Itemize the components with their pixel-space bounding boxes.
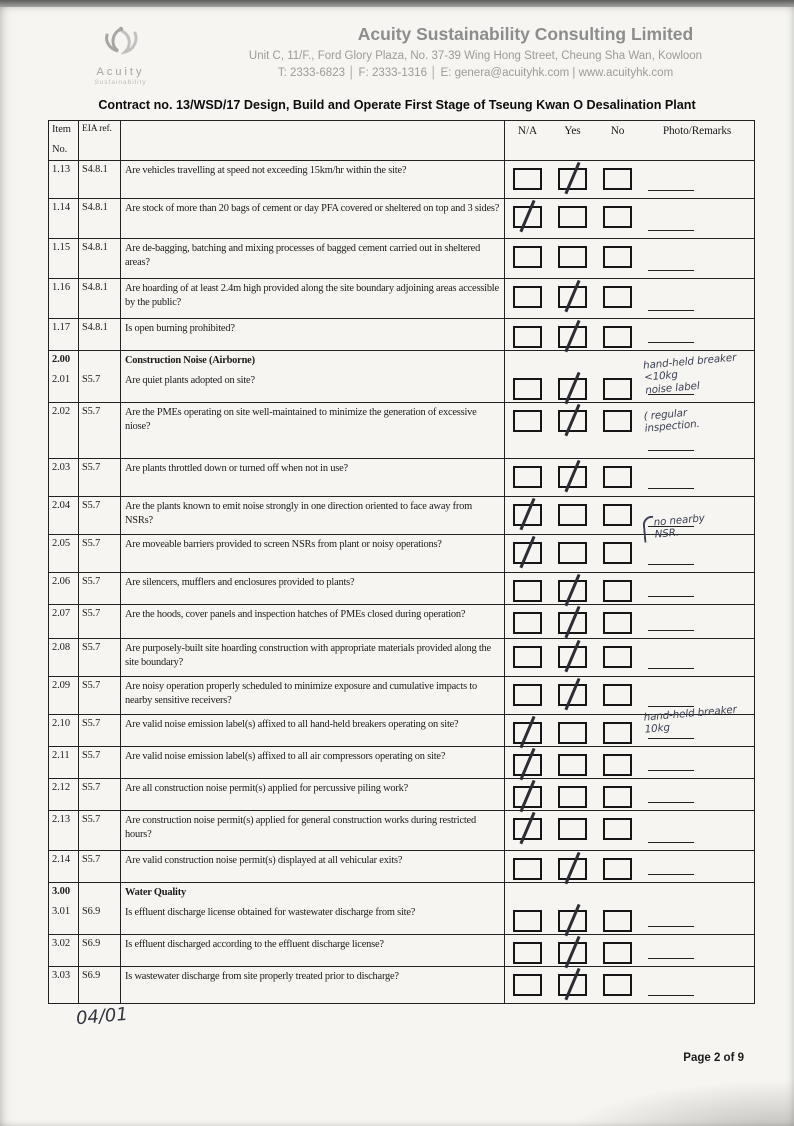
checkbox-cell-no (595, 239, 640, 278)
checkbox-cell-na (505, 497, 550, 534)
checkbox-na (513, 942, 542, 964)
remarks-blank-line (648, 738, 694, 739)
eia-ref: S6.9 (79, 967, 121, 1003)
checkbox-no (603, 246, 632, 268)
checkbox-cell-yes (550, 279, 595, 318)
checkbox-cell-no (595, 639, 640, 676)
handwritten-remark: no nearby NSR. (653, 505, 785, 541)
checklist-row-1.14 (49, 199, 754, 239)
checkbox-cell-na (505, 851, 550, 882)
question-text: Are construction noise permit(s) applied for general construction works during restricted hours? (121, 811, 505, 850)
checkbox-cell-yes (550, 319, 595, 350)
checkbox-no (603, 206, 632, 228)
checkbox-na-checked (513, 818, 542, 840)
checkbox-no (603, 378, 632, 400)
checkbox-no (603, 786, 632, 808)
remarks-blank-line (648, 926, 694, 927)
checklist-row-2.07 (49, 605, 754, 639)
checkbox-yes (558, 722, 587, 744)
eia-ref: S5.7 (79, 535, 121, 572)
checkbox-cell-yes (550, 199, 595, 238)
handwritten-remark: hand-held breaker <10kg noise label (642, 351, 737, 397)
checkbox-cell-no (595, 811, 640, 850)
item-no: 3.03 (49, 967, 79, 1003)
question-text: Are quiet plants adopted on site? (121, 371, 505, 402)
checkbox-no (603, 612, 632, 634)
remarks-blank-line (648, 874, 694, 875)
checklist-row-1.15 (49, 239, 754, 279)
checkbox-yes-checked (558, 612, 587, 634)
checkbox-no (603, 286, 632, 308)
company-name: Acuity Sustainability Consulting Limited (357, 24, 694, 44)
remarks-cell (640, 279, 754, 318)
col-header-na: N/A (517, 125, 538, 137)
eia-ref: S5.7 (79, 851, 121, 882)
checkbox-yes (558, 754, 587, 776)
checklist-row-2.04 (49, 497, 754, 541)
checkbox-cell-yes (550, 371, 595, 402)
checklist-row-1.16 (49, 279, 754, 319)
question-text: Are valid noise emission label(s) affixed to all hand-held breakers operating on site? (121, 715, 505, 746)
remarks-cell (640, 779, 754, 810)
remarks-blank-line (648, 450, 694, 451)
item-no: 2.08 (49, 639, 79, 676)
checkbox-cell-na (505, 161, 550, 198)
item-no: 3.02 (49, 935, 79, 966)
item-no: 2.06 (49, 573, 79, 604)
checklist-table (48, 120, 755, 1004)
remarks-blank-line (648, 564, 694, 565)
checklist-row-2.08 (49, 639, 754, 677)
table-body (49, 161, 754, 1003)
document-title: Contract no. 13/WSD/17 Design, Build and Operate First Stage of Tseung Kwan O Desalination Plant (98, 98, 696, 112)
checklist-row-2.12 (49, 779, 754, 811)
checkbox-cell-yes (550, 935, 595, 966)
checkbox-yes-checked (558, 466, 587, 488)
handwritten-remark: hand-held breaker 10kg (643, 703, 738, 736)
checkbox-no (603, 818, 632, 840)
item-no: 3.01 (49, 903, 79, 934)
remarks-blank-line (648, 668, 694, 669)
checkbox-no (603, 910, 632, 932)
remarks-cell (640, 935, 754, 966)
eia-ref: S4.8.1 (79, 239, 121, 278)
item-no: 2.01 (49, 371, 79, 402)
checkbox-cell-na (505, 903, 550, 934)
col-header-item-line2: No. (52, 144, 68, 156)
eia-ref: S5.7 (79, 459, 121, 496)
eia-ref: S6.9 (79, 903, 121, 934)
checkbox-cell-yes (550, 715, 595, 746)
checkbox-cell-na (505, 573, 550, 604)
remarks-blank-line (648, 596, 694, 597)
checkbox-cell-no (595, 851, 640, 882)
checkbox-cell-na (505, 319, 550, 350)
checkbox-na-checked (513, 206, 542, 228)
checkbox-cell-no (595, 279, 640, 318)
checkbox-cell-no (595, 715, 640, 746)
checkbox-na (513, 646, 542, 668)
checkbox-yes-checked (558, 168, 587, 190)
question-text: Are the plants known to emit noise strongly in one direction oriented to face away from NSRs? (121, 497, 505, 534)
remarks-cell (640, 811, 754, 850)
checkbox-cell-na (505, 371, 550, 402)
checkbox-cell-yes (550, 903, 595, 934)
remarks-cell (640, 639, 754, 676)
checkbox-yes-checked (558, 326, 587, 348)
checkbox-yes (558, 504, 587, 526)
checkbox-cell-yes (550, 779, 595, 810)
checkbox-na-checked (513, 504, 542, 526)
item-no: 1.14 (49, 199, 79, 238)
item-no: 2.05 (49, 535, 79, 572)
eia-ref: S5.7 (79, 677, 121, 714)
checkbox-cell-na (505, 279, 550, 318)
remarks-cell (640, 573, 754, 604)
checklist-row-3.03 (49, 967, 754, 1003)
eia-ref: S4.8.1 (79, 319, 121, 350)
section-row-3.00 (49, 883, 754, 903)
checkbox-yes-checked (558, 410, 587, 432)
checkbox-cell-no (595, 371, 640, 402)
checkbox-no (603, 646, 632, 668)
checkbox-na (513, 286, 542, 308)
checkbox-no (603, 754, 632, 776)
remarks-cell (640, 403, 754, 458)
checkbox-cell-no (595, 967, 640, 1003)
remarks-cell (640, 747, 754, 778)
checkbox-cell-na (505, 715, 550, 746)
checkbox-cell-yes (550, 967, 595, 1003)
remarks-cell (640, 199, 754, 238)
remarks-cell (640, 605, 754, 638)
checkbox-no (603, 326, 632, 348)
question-text: Are noisy operation properly scheduled to minimize exposure and cumulative impacts to nearby sensitive receivers? (121, 677, 505, 714)
eia-ref: S5.7 (79, 811, 121, 850)
checkbox-yes-checked (558, 580, 587, 602)
col-header-item-line1: Item (52, 124, 71, 135)
eia-ref: S4.8.1 (79, 199, 121, 238)
checkbox-yes (558, 818, 587, 840)
checkbox-na (513, 246, 542, 268)
remarks-blank-line (648, 342, 694, 343)
eia-ref: S5.7 (79, 715, 121, 746)
checkbox-yes-checked (558, 974, 587, 996)
checklist-row-2.02 (49, 403, 754, 459)
scan-top-edge (0, 0, 794, 7)
item-no: 2.14 (49, 851, 79, 882)
checkbox-yes-checked (558, 286, 587, 308)
checklist-row-3.01 (49, 903, 754, 935)
checkbox-no (603, 542, 632, 564)
checkbox-na (513, 910, 542, 932)
checkbox-cell-na (505, 779, 550, 810)
remarks-blank-line (648, 310, 694, 311)
remarks-blank-line (648, 842, 694, 843)
checklist-row-2.11 (49, 747, 754, 779)
section-title: Water Quality (121, 883, 505, 903)
eia-ref: S4.8.1 (79, 161, 121, 198)
col-header-yes: Yes (564, 125, 581, 137)
question-text: Are purposely-built site hoarding construction with appropriate materials provided along the site boundary? (121, 639, 505, 676)
section-filler (505, 883, 754, 903)
checkbox-no (603, 504, 632, 526)
checkbox-yes (558, 206, 587, 228)
item-no: 1.16 (49, 279, 79, 318)
checkbox-cell-yes (550, 535, 595, 572)
checkbox-no (603, 684, 632, 706)
checkbox-na (513, 168, 542, 190)
checkbox-no (603, 942, 632, 964)
item-no: 2.07 (49, 605, 79, 638)
checkbox-na (513, 378, 542, 400)
question-text: Are moveable barriers provided to screen NSRs from plant or noisy operations? (121, 535, 505, 572)
question-text: Is open burning prohibited? (121, 319, 505, 350)
page-number: Page 2 of 9 (683, 1052, 744, 1064)
remarks-cell (640, 239, 754, 278)
question-text: Are the PMEs operating on site well-maintained to minimize the generation of excessive niose? (121, 403, 505, 458)
remarks-cell (640, 903, 754, 934)
checkbox-na-checked (513, 722, 542, 744)
remarks-blank-line (648, 230, 694, 231)
item-no: 2.04 (49, 497, 79, 534)
item-no: 2.12 (49, 779, 79, 810)
logo-wordmark: Acuity (96, 66, 145, 78)
item-no: 1.13 (49, 161, 79, 198)
checklist-row-3.02 (49, 935, 754, 967)
checkbox-cell-yes (550, 605, 595, 638)
scan-page-curl (474, 1068, 794, 1126)
checkbox-cell-yes (550, 851, 595, 882)
checkbox-cell-yes (550, 573, 595, 604)
checkbox-na (513, 684, 542, 706)
checkbox-no (603, 722, 632, 744)
eia-ref: S5.7 (79, 573, 121, 604)
checkbox-na (513, 466, 542, 488)
checklist-row-2.09 (49, 677, 754, 715)
checkbox-cell-no (595, 903, 640, 934)
remarks-cell (640, 319, 754, 350)
question-text: Are de-bagging, batching and mixing processes of bagged cement carried out in sheltered areas? (121, 239, 505, 278)
checkbox-cell-na (505, 967, 550, 1003)
checkbox-cell-yes (550, 639, 595, 676)
logo-sub-wordmark: Sustainability (94, 79, 147, 86)
checkbox-yes-checked (558, 684, 587, 706)
question-text: Is effluent discharge license obtained for wastewater discharge from site? (121, 903, 505, 934)
checkbox-no (603, 580, 632, 602)
checkbox-cell-no (595, 935, 640, 966)
checkbox-na (513, 858, 542, 880)
checkbox-cell-no (595, 535, 640, 572)
checkbox-cell-yes (550, 811, 595, 850)
checkbox-cell-yes (550, 677, 595, 714)
question-text: Are valid construction noise permit(s) displayed at all vehicular exits? (121, 851, 505, 882)
question-text: Is wastewater discharge from site properly treated prior to discharge? (121, 967, 505, 1003)
question-text: Are vehicles travelling at speed not exceeding 15km/hr within the site? (121, 161, 505, 198)
eia-ref: S5.7 (79, 747, 121, 778)
remarks-cell (640, 459, 754, 496)
checkbox-cell-yes (550, 497, 595, 534)
eia-ref (79, 883, 121, 903)
checklist-row-1.13 (49, 161, 754, 199)
item-no: 2.13 (49, 811, 79, 850)
remarks-cell (640, 161, 754, 198)
checkbox-cell-na (505, 199, 550, 238)
handwritten-date: 04/01 (75, 1003, 129, 1030)
letterhead (48, 20, 758, 86)
checkbox-cell-no (595, 779, 640, 810)
checkbox-yes-checked (558, 378, 587, 400)
col-header-question (121, 121, 505, 160)
checkbox-yes-checked (558, 942, 587, 964)
remarks-cell (640, 967, 754, 1003)
item-no: 2.00 (49, 351, 79, 371)
checkbox-yes-checked (558, 910, 587, 932)
item-no: 2.11 (49, 747, 79, 778)
question-text: Is effluent discharged according to the effluent discharge license? (121, 935, 505, 966)
checklist-row-2.13 (49, 811, 754, 851)
eia-ref: S5.7 (79, 371, 121, 402)
item-no: 2.03 (49, 459, 79, 496)
checkbox-no (603, 858, 632, 880)
eia-ref: S5.7 (79, 403, 121, 458)
checklist-row-2.06 (49, 573, 754, 605)
eia-ref: S5.7 (79, 605, 121, 638)
col-header-item (49, 121, 79, 160)
checkbox-cell-no (595, 747, 640, 778)
question-text: Are valid noise emission label(s) affixed to all air compressors operating on site? (121, 747, 505, 778)
checkbox-no (603, 410, 632, 432)
checkbox-cell-no (595, 573, 640, 604)
checkbox-cell-na (505, 239, 550, 278)
checkbox-cell-no (595, 403, 640, 458)
table-header-row (49, 121, 754, 161)
letterhead-text (193, 20, 758, 86)
checkbox-yes (558, 246, 587, 268)
checkbox-yes (558, 542, 587, 564)
checkbox-cell-yes (550, 459, 595, 496)
checkbox-na (513, 580, 542, 602)
checkbox-cell-na (505, 747, 550, 778)
remarks-blank-line (648, 270, 694, 271)
checklist-row-1.17 (49, 319, 754, 351)
checkbox-cell-no (595, 161, 640, 198)
checkbox-cell-na (505, 935, 550, 966)
checkbox-cell-na (505, 403, 550, 458)
checkbox-cell-na (505, 677, 550, 714)
eia-ref: S4.8.1 (79, 279, 121, 318)
question-text: Are all construction noise permit(s) applied for percussive piling work? (121, 779, 505, 810)
checkbox-cell-no (595, 677, 640, 714)
checkbox-cell-na (505, 535, 550, 572)
checkbox-na-checked (513, 754, 542, 776)
section-title: Construction Noise (Airborne) (121, 351, 505, 371)
item-no: 2.02 (49, 403, 79, 458)
checkbox-na (513, 974, 542, 996)
checklist-row-2.10 (49, 703, 754, 747)
checklist-row-2.14 (49, 851, 754, 883)
eia-ref: S5.7 (79, 497, 121, 534)
col-header-eia: EIA ref. (79, 121, 121, 160)
checkbox-cell-no (595, 605, 640, 638)
checkbox-cell-yes (550, 239, 595, 278)
checkbox-cell-no (595, 319, 640, 350)
eia-ref (79, 351, 121, 371)
item-no: 1.17 (49, 319, 79, 350)
checkbox-no (603, 974, 632, 996)
checkbox-cell-na (505, 605, 550, 638)
remarks-blank-line (648, 488, 694, 489)
eia-ref: S6.9 (79, 935, 121, 966)
remarks-cell (640, 351, 754, 402)
checkbox-yes-checked (558, 858, 587, 880)
remarks-blank-line (648, 190, 694, 191)
checkbox-yes-checked (558, 646, 587, 668)
checkbox-cell-no (595, 199, 640, 238)
acuity-logo (48, 20, 193, 86)
question-text: Are hoarding of at least 2.4m high provided along the site boundary adjoining areas accessible by the public? (121, 279, 505, 318)
remarks-cell (640, 851, 754, 882)
eia-ref: S5.7 (79, 779, 121, 810)
remarks-blank-line (648, 958, 694, 959)
item-no: 2.09 (49, 677, 79, 714)
item-no: 3.00 (49, 883, 79, 903)
remarks-cell (640, 497, 754, 541)
eia-ref: S5.7 (79, 639, 121, 676)
checkbox-cell-no (595, 497, 640, 534)
remarks-blank-line (648, 770, 694, 771)
question-text: Are plants throttled down or turned off when not in use? (121, 459, 505, 496)
checkbox-no (603, 466, 632, 488)
col-header-remarks: Photo/Remarks (662, 125, 732, 137)
item-no: 1.15 (49, 239, 79, 278)
checkbox-cell-yes (550, 403, 595, 458)
checkbox-cell-na (505, 459, 550, 496)
col-header-no: No (610, 125, 625, 137)
remarks-blank-line (648, 630, 694, 631)
checkbox-cell-yes (550, 747, 595, 778)
checklist-row-2.03 (49, 459, 754, 497)
checkbox-cell-na (505, 811, 550, 850)
checkbox-na (513, 326, 542, 348)
checkbox-na (513, 410, 542, 432)
acuity-bird-icon (97, 24, 145, 64)
question-text: Are the hoods, cover panels and inspection hatches of PMEs closed during operation? (121, 605, 505, 638)
checkbox-yes (558, 786, 587, 808)
item-no: 2.10 (49, 715, 79, 746)
checkbox-no (603, 168, 632, 190)
checkbox-cell-yes (550, 161, 595, 198)
checkbox-cell-no (595, 459, 640, 496)
company-address: Unit C, 11/F., Ford Glory Plaza, No. 37-39 Wing Hong Street, Cheung Sha Wan, Kowloon (248, 50, 703, 62)
checkbox-na-checked (513, 786, 542, 808)
company-contact: T: 2333-6823 │ F: 2333-1316 │ E: genera@acuityhk.com | www.acuityhk.com (277, 67, 674, 79)
checkbox-na (513, 612, 542, 634)
remarks-blank-line (648, 802, 694, 803)
question-text: Are stock of more than 20 bags of cement or day PFA covered or sheltered on top and 3 sides? (121, 199, 505, 238)
question-text: Are silencers, mufflers and enclosures provided to plants? (121, 573, 505, 604)
checkbox-na-checked (513, 542, 542, 564)
handwritten-remark: ( regular inspection. (643, 406, 701, 435)
checkbox-cell-na (505, 639, 550, 676)
remarks-blank-line (648, 995, 694, 996)
remarks-cell (640, 703, 754, 746)
